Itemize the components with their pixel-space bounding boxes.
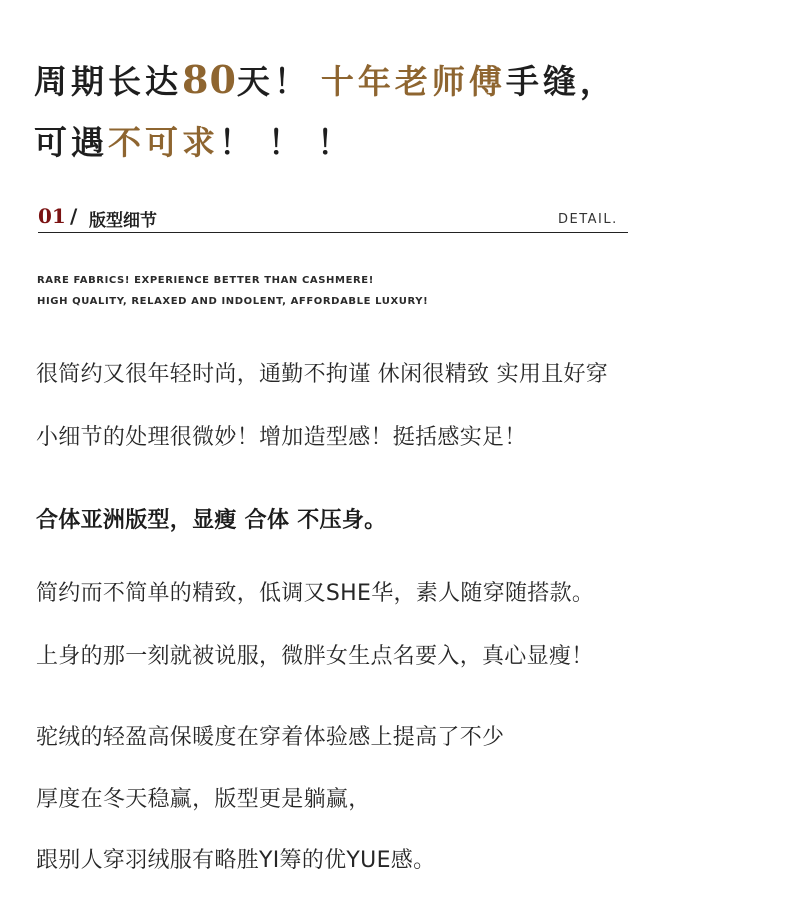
paragraph-4: 简约而不简单的精致，低调又SHE华，素人随穿随搭款。 — [36, 581, 595, 606]
section-detail-label: DETAIL. — [558, 212, 618, 227]
paragraph-3-bold: 合体亚洲版型，显瘦 合体 不压身。 — [36, 508, 387, 533]
section-title: 版型细节 — [89, 211, 157, 231]
headline-accent: 不可求 — [108, 123, 219, 162]
section-divider — [38, 232, 628, 233]
headline-text: 周期长达 — [34, 62, 182, 101]
english-line-1: RARE FABRICS! EXPERIENCE BETTER THAN CASHMERE! — [37, 275, 374, 286]
english-line-2: HIGH QUALITY, RELAXED AND INDOLENT, AFFORDABLE LUXURY! — [37, 296, 429, 307]
section-slash: / — [70, 204, 78, 228]
paragraph-1: 很简约又很年轻时尚，通勤不拘谨 休闲很精致 实用且好穿 — [36, 362, 609, 387]
paragraph-2: 小细节的处理很微妙！增加造型感！挺括感实足！ — [36, 425, 527, 450]
headline-line-2 — [34, 117, 366, 164]
headline-text: 可遇 — [34, 123, 108, 162]
paragraph-6: 驼绒的轻盈高保暖度在穿着体验感上提高了不少 — [36, 725, 505, 750]
paragraph-7: 厚度在冬天稳赢，版型更是躺赢， — [36, 787, 371, 812]
paragraph-5: 上身的那一刻就被说服，微胖女生点名要入，真心显瘦！ — [36, 644, 594, 669]
headline-text: ！！！ — [219, 123, 366, 162]
headline-line-1 — [34, 56, 617, 103]
headline-accent: 十年老师傅 — [320, 62, 506, 101]
section-number: 01 — [38, 204, 66, 228]
headline-text: 天！ — [236, 62, 311, 101]
headline-text: 手缝， — [505, 62, 617, 101]
paragraph-8: 跟别人穿羽绒服有略胜YI筹的优YUE感。 — [36, 848, 436, 873]
headline-number: 80 — [182, 57, 237, 102]
